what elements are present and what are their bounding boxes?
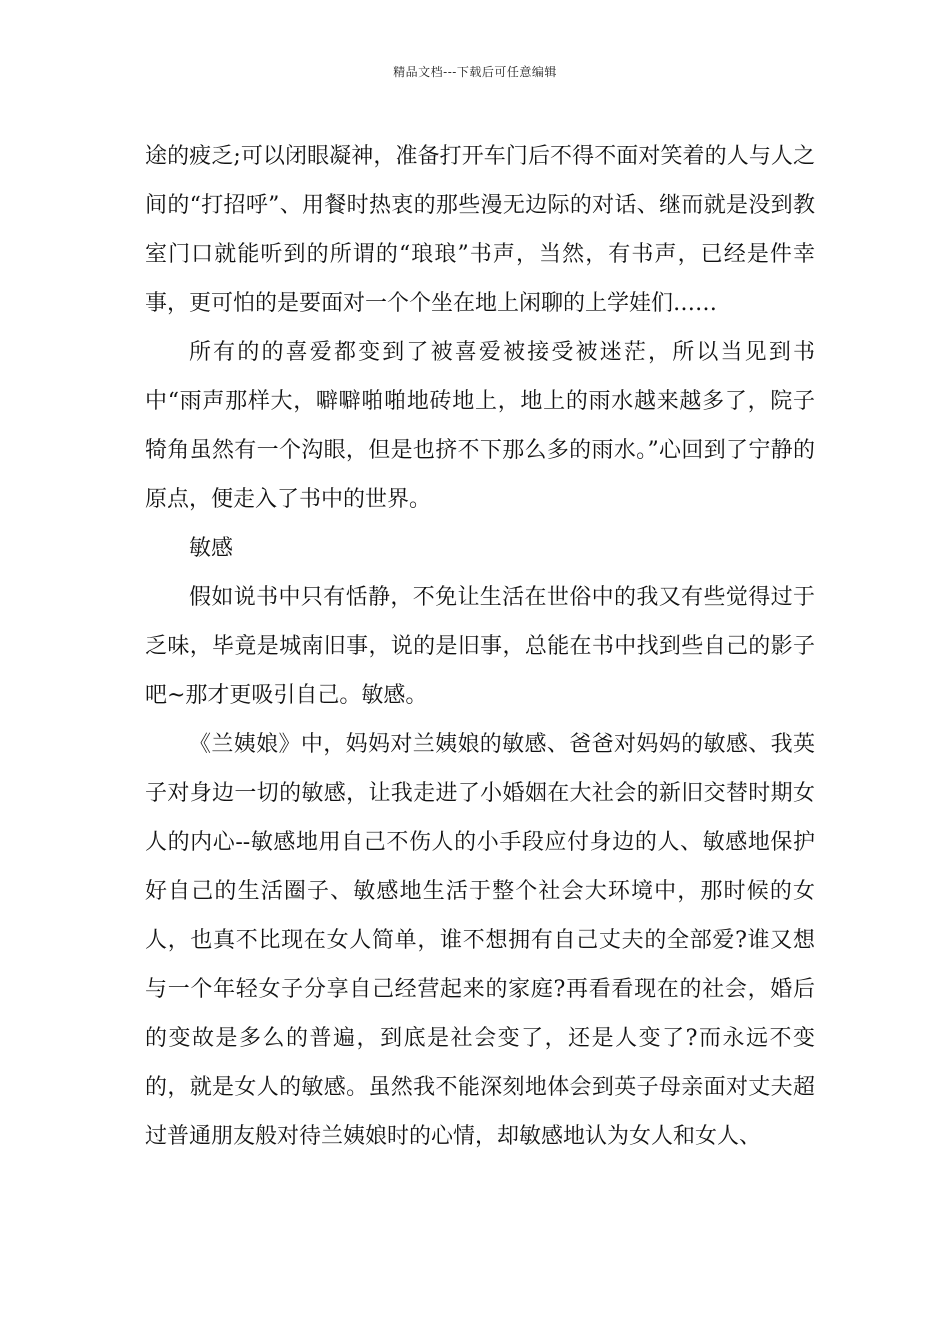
- page-header: 精品文档---下载后可任意编辑: [393, 65, 557, 79]
- document-body: [145, 132, 815, 1161]
- paragraph-sensitive-intro: 假如说书中只有恬静，不免让生活在世俗中的我又有些觉得过于乏味，毕竟是城南旧事，说的是旧事，总能在书中找到些自己的影子吧~那才更吸引自己。敏感。: [145, 585, 815, 708]
- paragraph-aunt-lan: 《兰姨娘》中，妈妈对兰姨娘的敏感、爸爸对妈妈的敏感、我英子对身边一切的敏感，让我走进了小婚姻在大社会的新旧交替时期女人的内心--敏感地用自己不伤人的小手段应付身边的人、敏感地保护好自己的生活圈子、敏感地生活于整个社会大环境中，那时候的女人，也真不比现在女人简单，谁不想拥有自己丈夫的全部爱?谁又想与一个年轻女子分享自己经营起来的家庭?再看看现在的社会，婚后的变故是多么的普遍，到底是社会变了，还是人变了?而永远不变的，就是女人的敏感。虽然我不能深刻地体会到英子母亲面对丈夫超过普通朋友般对待兰姨娘时的心情，却敏感地认为女人和女人、: [145, 732, 815, 1149]
- section-heading-sensitive: 敏感: [189, 536, 234, 561]
- paragraph-rain-scene: 所有的的喜爱都变到了被喜爱被接受被迷茫，所以当见到书中“雨声那样大，噼噼啪啪地砖地上，地上的雨水越来越多了，院子犄角虽然有一个沟眼，但是也挤不下那么多的雨水。”心回到了宁静的原点，便走入了书中的世界。: [145, 340, 815, 512]
- paragraph-continuation: 途的疲乏;可以闭眼凝神，准备打开车门后不得不面对笑着的人与人之间的“打招呼”、用餐时热衷的那些漫无边际的对话、继而就是没到教室门口就能听到的所谓的“琅琅”书声，当然，有书声，已经是件幸事，更可怕的是要面对一个个坐在地上闲聊的上学娃们……: [145, 144, 815, 316]
